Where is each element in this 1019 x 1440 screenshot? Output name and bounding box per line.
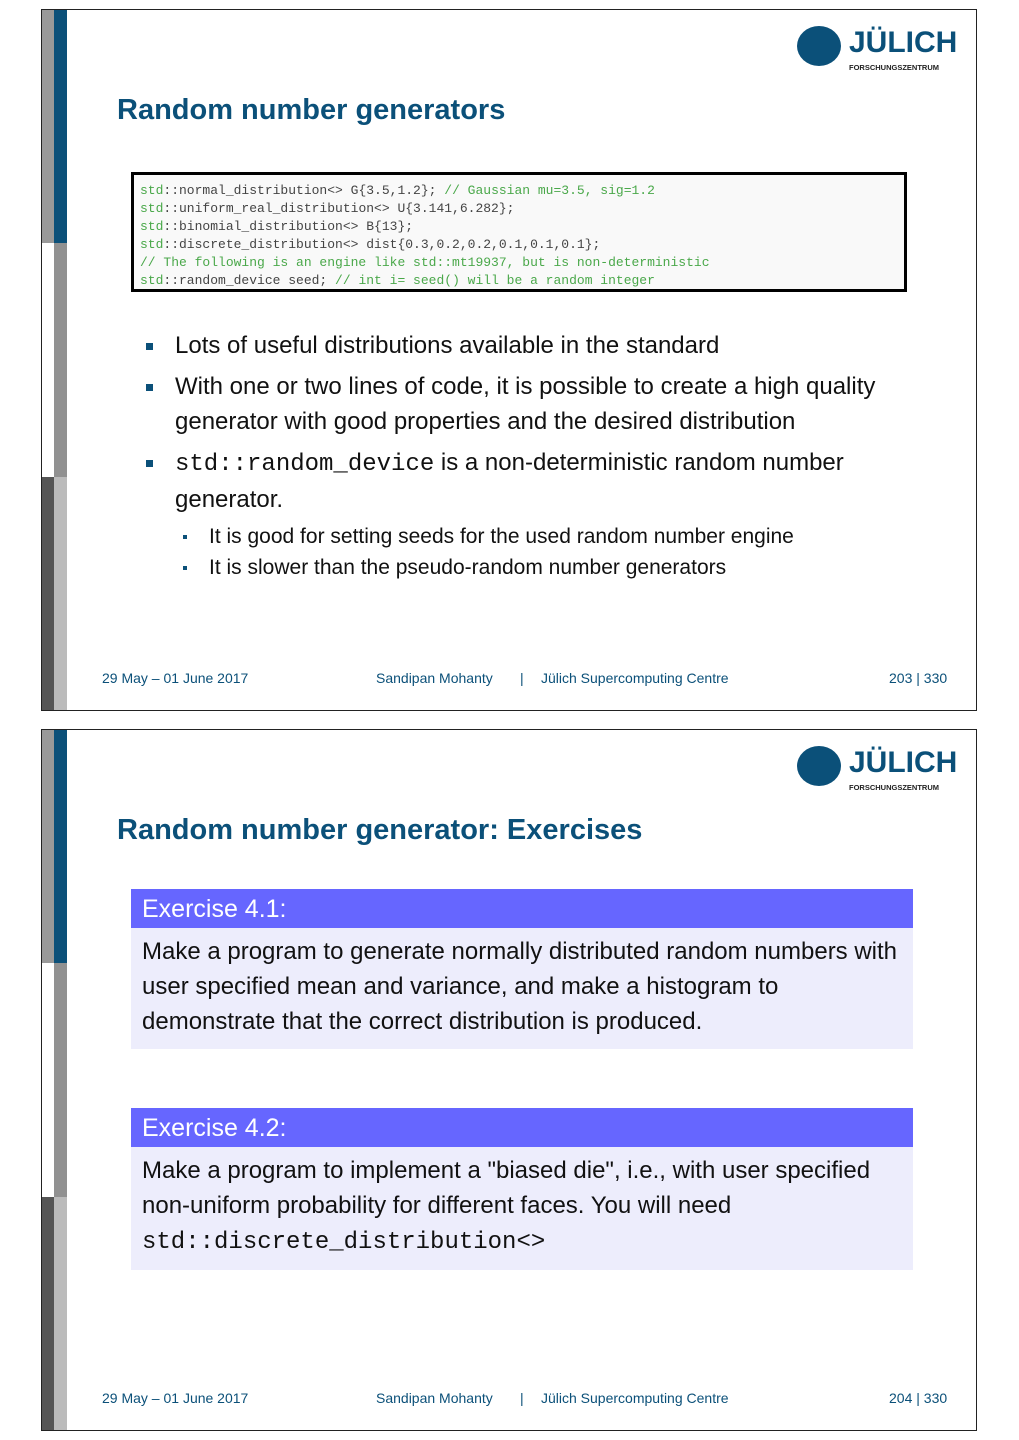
code-line: std::discrete_distribution<> dist{0.3,0.2,0.2,0.1,0.1,0.1}; bbox=[140, 237, 601, 252]
slide-204 bbox=[41, 729, 977, 1431]
sidebar-stripe bbox=[54, 243, 67, 477]
footer-date: 29 May – 01 June 2017 bbox=[102, 1390, 249, 1406]
exercise-body: Make a program to generate normally distributed random numbers with user specified mean and variance, and make a histogram to demonstrate that the correct distribution is produced. bbox=[131, 928, 913, 1049]
bullet-item: With one or two lines of code, it is possible to create a high quality generator with good properties and the desired distribution bbox=[146, 369, 936, 439]
sub-bullet-item: It is slower than the pseudo-random number generators bbox=[175, 552, 936, 583]
julich-logo: JÜLICH FORSCHUNGSZENTRUM bbox=[797, 22, 957, 77]
footer-separator: | bbox=[520, 670, 524, 686]
julich-logo-icon bbox=[797, 26, 841, 66]
code-line: std::uniform_real_distribution<> U{3.141,6.282}; bbox=[140, 201, 515, 216]
code-line: // The following is an engine like std::mt19937, but is non-deterministic bbox=[140, 255, 710, 270]
slide-title: Random number generators bbox=[117, 94, 506, 126]
bullet-item: Lots of useful distributions available in the standard bbox=[146, 328, 936, 363]
julich-logo: JÜLICH FORSCHUNGSZENTRUM bbox=[797, 742, 957, 797]
slide-title: Random number generator: Exercises bbox=[117, 814, 643, 846]
exercise-title: Exercise 4.2: bbox=[131, 1108, 913, 1147]
sub-bullet-list bbox=[175, 521, 936, 583]
sidebar-stripe bbox=[42, 10, 54, 243]
code-line: std::random_device seed; // int i= seed() will be a random integer bbox=[140, 273, 655, 288]
sidebar-stripe bbox=[42, 477, 54, 711]
sidebar-stripe bbox=[54, 963, 67, 1197]
exercise-body: Make a program to implement a "biased die", i.e., with user specified non-uniform probability for different faces. You will need std::discrete_distribution<> bbox=[131, 1147, 913, 1270]
sidebar-stripe bbox=[42, 1197, 54, 1431]
bullet-item: std::random_device is a non-deterministic random number generator. It is good for setting seeds for the used random number engine It is slower than the pseudo-random number generators bbox=[146, 445, 936, 583]
sidebar-stripe bbox=[54, 10, 67, 243]
exercise-title: Exercise 4.1: bbox=[131, 889, 913, 928]
footer-author: Sandipan Mohanty bbox=[376, 1390, 493, 1406]
footer-separator: | bbox=[520, 1390, 524, 1406]
slide-203 bbox=[41, 9, 977, 711]
code-block bbox=[131, 172, 907, 292]
footer-page: 203 | 330 bbox=[889, 670, 948, 686]
sidebar-stripe bbox=[54, 730, 67, 963]
footer-org: Jülich Supercomputing Centre bbox=[541, 670, 729, 686]
code-line: std::normal_distribution<> G{3.5,1.2}; // Gaussian mu=3.5, sig=1.2 bbox=[140, 183, 655, 198]
sidebar-stripe bbox=[54, 1197, 67, 1431]
exercise-block bbox=[131, 889, 913, 1049]
sub-bullet-item: It is good for setting seeds for the used random number engine bbox=[175, 521, 936, 552]
code-line: std::binomial_distribution<> B{13}; bbox=[140, 219, 414, 234]
bullet-list bbox=[146, 328, 936, 589]
julich-logo-icon bbox=[797, 746, 841, 786]
footer-author: Sandipan Mohanty bbox=[376, 670, 493, 686]
footer-org: Jülich Supercomputing Centre bbox=[541, 1390, 729, 1406]
footer-date: 29 May – 01 June 2017 bbox=[102, 670, 249, 686]
sidebar-stripe bbox=[42, 730, 54, 963]
sidebar-stripe bbox=[54, 477, 67, 711]
footer-page: 204 | 330 bbox=[889, 1390, 948, 1406]
exercise-block bbox=[131, 1108, 913, 1270]
